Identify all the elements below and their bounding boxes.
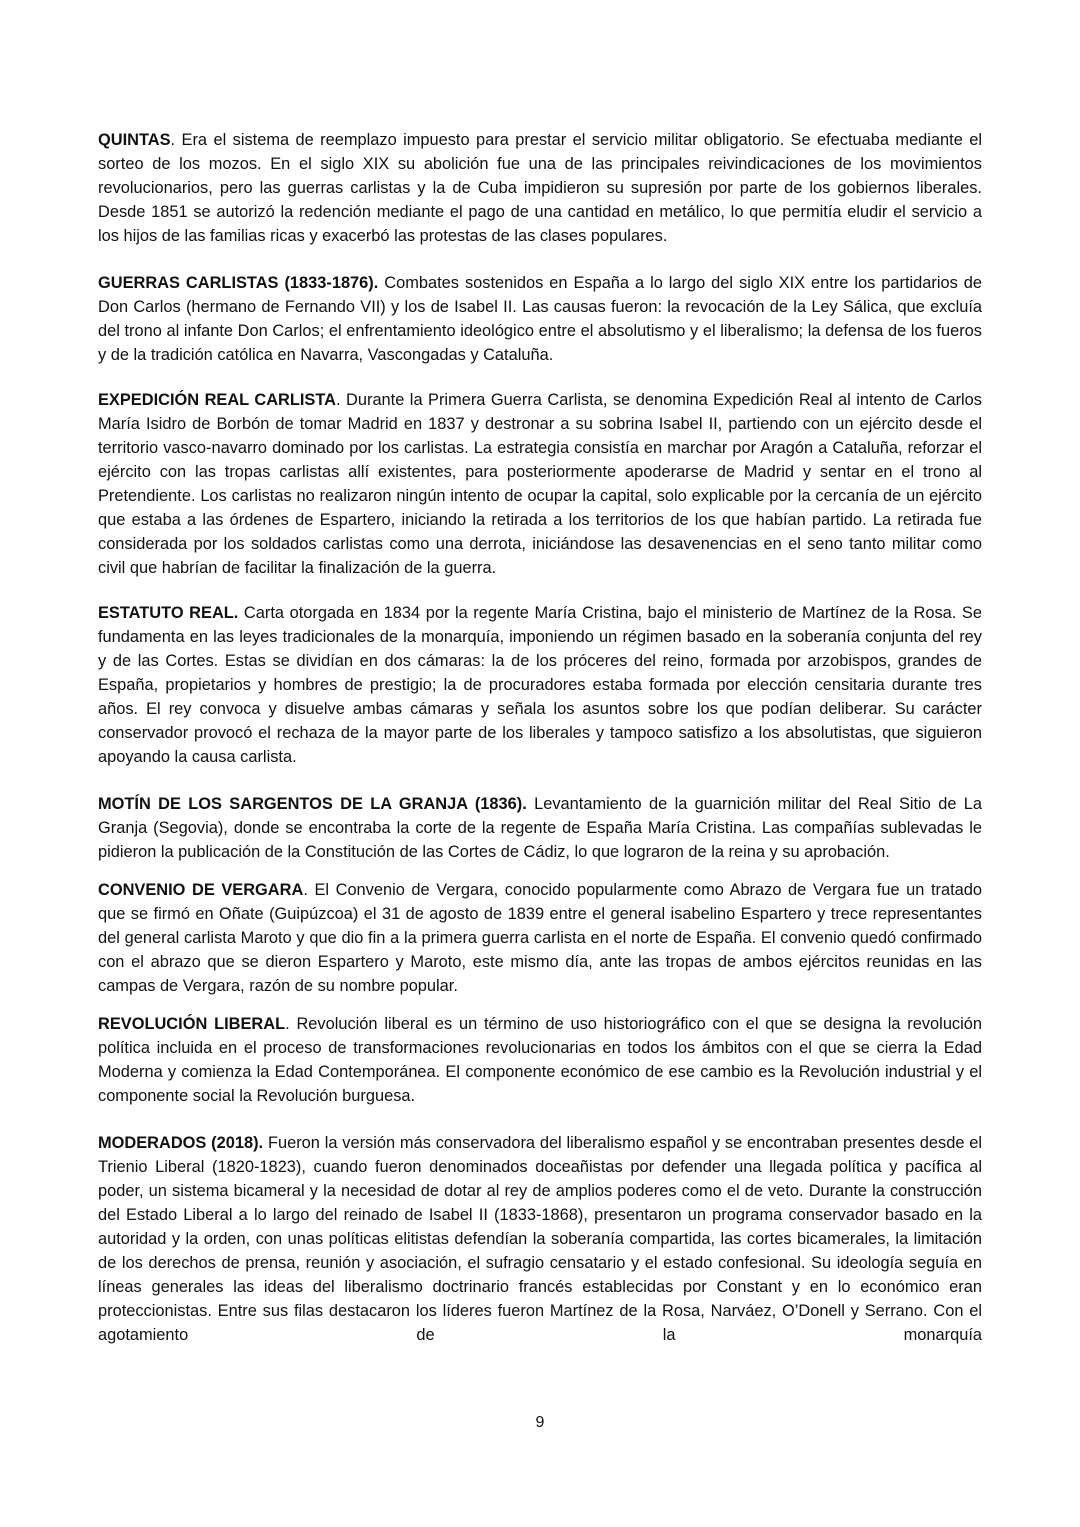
entry-text: Fueron la versión más conservadora del liberalismo español y se encontraban presentes desde el Trienio Liberal (1820-1823), cuando fueron denominados doceañistas por defender una llegada política y pacífica al poder, un sistema bicameral y la necesidad de dotar al rey de amplios poderes como el de veto. Durante la construcción del Estado Liberal a lo largo del reinado de Isabel II (1833-1868), presentaron un programa conservador basado en la autoridad y la orden, con unas políticas elitistas defendían la soberanía compartida, las cortes bicamerales, la limitación de los derechos de prensa, reunión y asociación, el sufragio censatario y el estado confesional. Su ideología seguía en líneas generales las ideas del liberalismo doctrinario francés establecidas por Constant y en lo económico eran proteccionistas. Entre sus filas destacaron los líderes fueron Martínez de la Rosa, Narváez, O’Donell y Serrano. Con el agotamiento de la monarquía <box>98 1134 983 1344</box>
entry-term: MOTÍN DE LOS SARGENTOS DE LA GRANJA (1836). <box>98 795 527 813</box>
entry-text: Era el sistema de reemplazo impuesto para prestar el servicio militar obligatorio. Se efectuaba mediante el sorteo de los mozos. En el siglo XIX su abolición fue una de las principales reivindicaciones de los movimientos revolucionarios, pero las guerras carlistas y la de Cuba impidieron su supresión por parte de los gobiernos liberales. Desde 1851 se autorizó la redención mediante el pago de una cantidad en metálico, lo que permitía eludir el servicio a los hijos de las familias ricas y exacerbó las protestas de las clases populares. <box>98 131 983 245</box>
glossary-entry-convenio-vergara: CONVENIO DE VERGARA. El Convenio de Vergara, conocido popularmente como Abrazo de Vergara fue un tratado que se firmó en Oñate (Guipúzcoa) el 31 de agosto de 1839 entre el general isabelino Espartero y trece representantes del general carlista Maroto y que dio fin a la primera guerra carlista en el norte de España. El convenio quedó confirmado con el abrazo que se dieron Espartero y Maroto, este mismo día, ante las tropas de ambos ejércitos reunidas en las campas de Vergara, razón de su nombre popular. <box>98 881 983 995</box>
entry-term: CONVENIO DE VERGARA <box>98 881 304 899</box>
entry-term: EXPEDICIÓN REAL CARLISTA <box>98 391 336 409</box>
glossary-entry-motin-la-granja <box>98 792 982 864</box>
entry-term: ESTATUTO REAL. <box>98 604 239 622</box>
page-number: 9 <box>535 1414 545 1431</box>
entry-term: GUERRAS CARLISTAS (1833-1876). <box>98 274 379 292</box>
glossary-entry-estatuto-real <box>98 601 982 769</box>
glossary-entry-guerras-carlistas <box>98 271 982 367</box>
entry-text: El Convenio de Vergara, conocido popularmente como Abrazo de Vergara fue un tratado que se firmó en Oñate (Guipúzcoa) el 31 de agosto de 1839 entre el general isabelino Espartero y trece representantes del general carlista Maroto y que dio fin a la primera guerra carlista en el norte de España. El convenio quedó confirmado con el abrazo que se dieron Espartero y Maroto, este mismo día, ante las tropas de ambos ejércitos reunidas en las campas de Vergara, razón de su nombre popular. <box>98 881 983 995</box>
entry-text: Combates sostenidos en España a lo largo del siglo XIX entre los partidarios de Don Carlos (hermano de Fernando VII) y los de Isabel II. Las causas fueron: la revocación de la Ley Sálica, que excluía del trono al infante Don Carlos; el enfrentamiento ideológico entre el absolutismo y el liberalismo; la defensa de los fueros y de la tradición católica en Navarra, Vascongadas y Cataluña. <box>98 274 982 364</box>
entry-text: Revolución liberal es un término de uso historiográfico con el que se designa la revolución política incluida en el proceso de transformaciones revolucionarias en todos los ámbitos con el que se cierra la Edad Moderna y comienza la Edad Contemporánea. El componente económico de ese cambio es la Revolución industrial y el componente social la Revolución burguesa. <box>98 1015 983 1105</box>
entry-text: Levantamiento de la guarnición militar del Real Sitio de La Granja (Segovia), donde se encontraba la corte de la regente de España María Cristina. Las compañías sublevadas le pidieron la publicación de la Constitución de las Cortes de Cádiz, lo que lograron de la reina y su aprobación. <box>98 795 983 861</box>
document-body <box>98 128 982 1347</box>
entry-term: REVOLUCIÓN LIBERAL <box>98 1015 286 1033</box>
glossary-entry-quintas: QUINTAS. Era el sistema de reemplazo impuesto para prestar el servicio militar obligatorio. Se efectuaba mediante el sorteo de los mozos. En el siglo XIX su abolición fue una de las principales reivindicaciones de los movimientos revolucionarios, pero las guerras carlistas y la de Cuba impidieron su supresión por parte de los gobiernos liberales. Desde 1851 se autorizó la redención mediante el pago de una cantidad en metálico, lo que permitía eludir el servicio a los hijos de las familias ricas y exacerbó las protestas de las clases populares. <box>98 131 983 245</box>
glossary-entry-moderados <box>98 1131 982 1347</box>
entry-text: Durante la Primera Guerra Carlista, se denomina Expedición Real al intento de Carlos María Isidro de Borbón de tomar Madrid en 1837 y destronar a su sobrina Isabel II, partiendo con un ejército desde el territorio vasco-navarro dominado por los carlistas. La estrategia consistía en marchar por Aragón a Cataluña, reforzar el ejército con las tropas carlistas allí existentes, para posteriormente apoderarse de Madrid y sentar en el trono al Pretendiente. Los carlistas no realizaron ningún intento de ocupar la capital, solo explicable por la cercanía de un ejército que estaba a las órdenes de Espartero, iniciando la retirada a los territorios de los que habían partido. La retirada fue considerada por los soldados carlistas como una derrota, iniciándose las desavenencias en el seno tanto militar como civil que habrían de facilitar la finalización de la guerra. <box>98 391 982 577</box>
entry-term: QUINTAS <box>98 131 171 149</box>
entry-text: Carta otorgada en 1834 por la regente María Cristina, bajo el ministerio de Martínez de la Rosa. Se fundamenta en las leyes tradicionales de la monarquía, imponiendo un régimen basado en la soberanía conjunta del rey y de las Cortes. Estas se dividían en dos cámaras: la de los próceres del reino, formada por arzobispos, grandes de España, propietarios y hombres de prestigio; la de procuradores estaba formada por elección censitaria durante tres años. El rey convoca y disuelve ambas cámaras y señala los asuntos sobre los que podían deliberar. Su carácter conservador provocó el rechaza de la mayor parte de los liberales y tampoco satisfizo a los absolutistas, que siguieron apoyando la causa carlista. <box>98 604 982 766</box>
glossary-entry-revolucion-liberal: REVOLUCIÓN LIBERAL. Revolución liberal es un término de uso historiográfico con el que se designa la revolución política incluida en el proceso de transformaciones revolucionarias en todos los ámbitos con el que se cierra la Edad Moderna y comienza la Edad Contemporánea. El componente económico de ese cambio es la Revolución industrial y el componente social la Revolución burguesa. <box>98 1015 983 1105</box>
entry-term: MODERADOS (2018). <box>98 1134 264 1152</box>
glossary-entry-expedicion-real: EXPEDICIÓN REAL CARLISTA. Durante la Primera Guerra Carlista, se denomina Expedición Real al intento de Carlos María Isidro de Borbón de tomar Madrid en 1837 y destronar a su sobrina Isabel II, partiendo con un ejército desde el territorio vasco-navarro dominado por los carlistas. La estrategia consistía en marchar por Aragón a Cataluña, reforzar el ejército con las tropas carlistas allí existentes, para posteriormente apoderarse de Madrid y sentar en el trono al Pretendiente. Los carlistas no realizaron ningún intento de ocupar la capital, solo explicable por la cercanía de un ejército que estaba a las órdenes de Espartero, iniciando la retirada a los territorios de los que habían partido. La retirada fue considerada por los soldados carlistas como una derrota, iniciándose las desavenencias en el seno tanto militar como civil que habrían de facilitar la finalización de la guerra. <box>98 391 982 577</box>
